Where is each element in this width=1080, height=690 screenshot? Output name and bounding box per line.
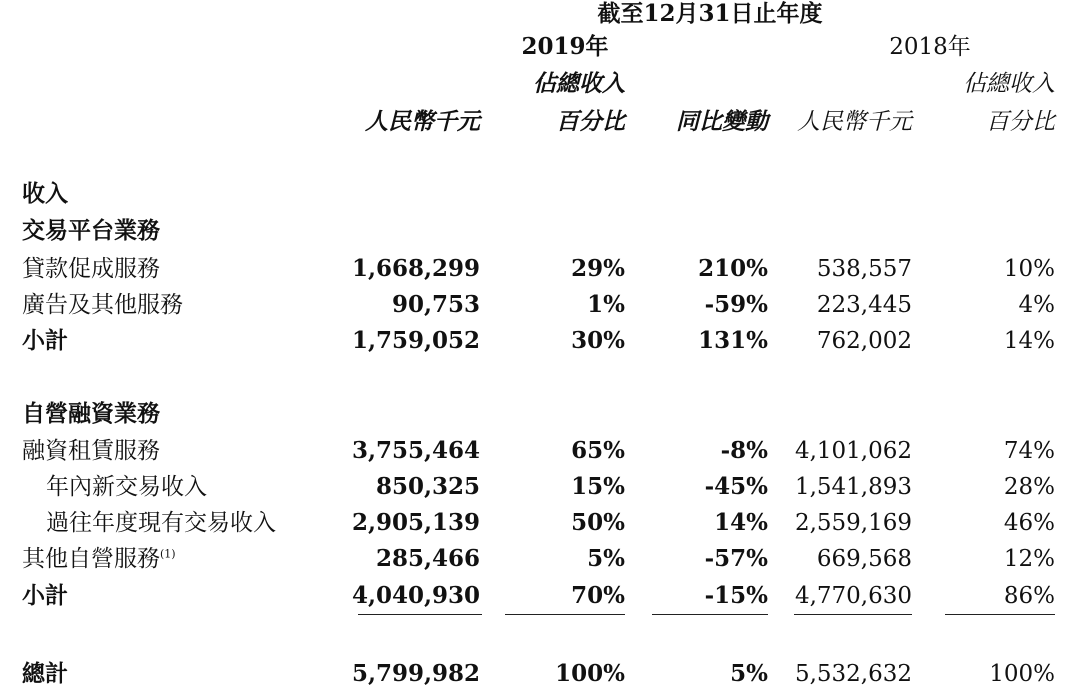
row-pct-2018: 46% (1003, 510, 1055, 536)
subtotal-rule (945, 614, 1055, 615)
row-label-subtotal: 小計 (22, 327, 68, 354)
row-yoy: -57% (704, 545, 768, 572)
row-value-2018: 2,559,169 (794, 510, 912, 536)
row-value-2018: 223,445 (816, 292, 912, 318)
row-label-indented: 年內新交易收入 (46, 474, 207, 500)
row-pct-2019: 50% (571, 509, 625, 536)
row-value-2019: 2,905,139 (351, 509, 480, 536)
row-yoy: -45% (704, 473, 768, 500)
year-2018-heading: 2018年 (889, 34, 971, 60)
row-yoy: 5% (730, 660, 768, 687)
row-value-2019: 850,325 (375, 473, 480, 500)
row-value-2019: 1,759,052 (351, 327, 480, 354)
yoy-heading: 同比變動 (676, 108, 768, 135)
section-revenue: 收入 (22, 180, 68, 207)
row-pct-2018: 100% (989, 661, 1055, 687)
row-value-2019: 4,040,930 (351, 582, 480, 609)
row-label-subtotal: 小計 (22, 582, 68, 609)
row-value-2018: 5,532,632 (794, 661, 912, 687)
row-value-2018: 669,568 (816, 546, 912, 572)
row-pct-2018: 28% (1003, 474, 1055, 500)
row-yoy: -59% (704, 291, 768, 318)
row-value-2019: 1,668,299 (351, 255, 480, 282)
section-self-operated: 自營融資業務 (22, 400, 160, 427)
year-2019-heading: 2019年 (521, 33, 609, 60)
section-platform: 交易平台業務 (22, 217, 160, 244)
row-value-2019: 3,755,464 (351, 437, 480, 464)
row-yoy: 131% (698, 327, 768, 354)
row-pct-2019: 29% (571, 255, 625, 282)
row-value-2019: 90,753 (391, 291, 480, 318)
row-label-text: 其他自營服務 (22, 546, 160, 572)
row-value-2018: 4,101,062 (794, 438, 912, 464)
row-pct-2018: 74% (1003, 438, 1055, 464)
row-yoy: -8% (720, 437, 768, 464)
row-value-2019: 285,466 (375, 545, 480, 572)
row-pct-2018: 12% (1003, 546, 1055, 572)
period-heading: 截至12月31日止年度 (597, 0, 823, 27)
row-label: 貸款促成服務 (22, 256, 160, 282)
rmb-2018-heading: 人民幣千元 (797, 109, 912, 135)
row-pct-2019: 100% (555, 660, 625, 687)
row-value-2018: 4,770,630 (794, 583, 912, 609)
row-pct-2018: 14% (1003, 328, 1055, 354)
subtotal-rule (794, 614, 912, 615)
pct-2019-heading-line2: 百分比 (556, 108, 625, 135)
pct-2018-heading-line2: 百分比 (986, 109, 1055, 135)
subtotal-rule (505, 614, 625, 615)
row-label: 廣告及其他服務 (22, 292, 183, 318)
subtotal-rule (358, 614, 482, 615)
pct-2019-heading-line1: 佔總收入 (533, 70, 625, 97)
rmb-2019-heading: 人民幣千元 (365, 108, 480, 135)
row-pct-2018: 4% (1018, 292, 1055, 318)
row-pct-2019: 70% (571, 582, 625, 609)
row-label (22, 545, 176, 573)
row-value-2018: 1,541,893 (794, 474, 912, 500)
row-yoy: 210% (698, 255, 768, 282)
row-value-2018: 538,557 (816, 256, 912, 282)
row-pct-2019: 65% (571, 437, 625, 464)
row-pct-2019: 5% (587, 545, 625, 572)
row-yoy: -15% (704, 582, 768, 609)
row-pct-2019: 30% (571, 327, 625, 354)
row-pct-2018: 86% (1003, 583, 1055, 609)
row-label-indented: 過往年度現有交易收入 (46, 510, 276, 536)
subtotal-rule (652, 614, 768, 615)
row-yoy: 14% (714, 509, 768, 536)
row-value-2019: 5,799,982 (351, 660, 480, 687)
row-pct-2019: 15% (571, 473, 625, 500)
row-label: 融資租賃服務 (22, 438, 160, 464)
pct-2018-heading-line1: 佔總收入 (963, 71, 1055, 97)
row-pct-2018: 10% (1003, 256, 1055, 282)
row-label-total: 總計 (22, 660, 68, 687)
footnote-marker: (1) (160, 547, 176, 561)
row-pct-2019: 1% (587, 291, 625, 318)
row-value-2018: 762,002 (816, 328, 912, 354)
